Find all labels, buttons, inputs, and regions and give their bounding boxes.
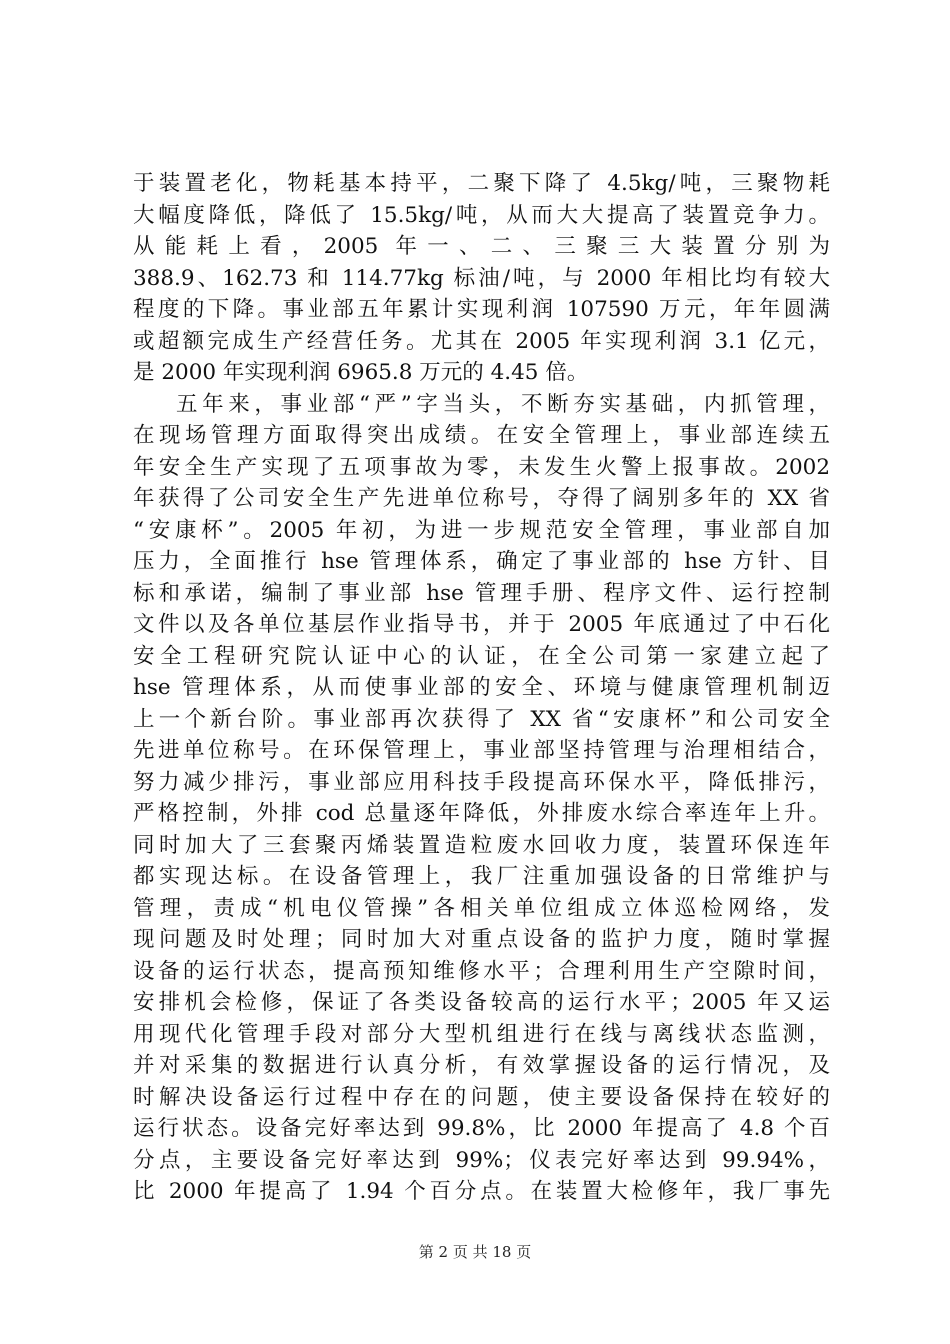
text-line: 时解决设备运行过程中存在的问题，使主要设备保持在较好的 (133, 1084, 830, 1110)
text-line: 年安全生产实现了五项事故为零，未发生火警上报事故。2002 (133, 454, 830, 480)
text-line: 在现场管理方面取得突出成绩。在安全管理上，事业部连续五 (133, 423, 830, 448)
text-line: 严格控制，外排 cod 总量逐年降低，外排废水综合率连年上升。 (133, 801, 830, 826)
text-line: “安康杯”。2005 年初，为进一步规范安全管理，事业部自加 (133, 517, 830, 543)
text-line: 388.9、162.73 和 114.77kg 标油/吨，与 2000 年相比均有较大 (133, 265, 830, 291)
text-line: 压力，全面推行 hse 管理体系，确定了事业部的 hse 方针、目 (133, 549, 830, 574)
page-number-footer: 第 2 页 共 18 页 (418, 1243, 532, 1261)
text-line: 大幅度降低，降低了 15.5kg/吨，从而大大提高了装置竞争力。 (133, 202, 830, 228)
text-line: 用现代化管理手段对部分大型机组进行在线与离线状态监测， (133, 1021, 830, 1047)
text-line: 同时加大了三套聚丙烯装置造粒废水回收力度，装置环保连年 (133, 832, 830, 858)
paragraph-first-line: 五年来，事业部“严”字当头，不断夯实基础，内抓管理， (176, 391, 830, 417)
text-line: 运行状态。设备完好率达到 99.8%，比 2000 年提高了 4.8 个百 (133, 1116, 830, 1141)
text-line: 都实现达标。在设备管理上，我厂注重加强设备的日常维护与 (133, 864, 830, 889)
text-line: 从能耗上看，2005 年一、二、三聚三大装置分别为 (133, 234, 830, 259)
text-line: 管理，责成“机电仪管操”各相关单位组成立体巡检网络，发 (133, 895, 830, 921)
text-line: 文件以及各单位基层作业指导书，并于 2005 年底通过了中石化 (133, 612, 830, 637)
text-line: 或超额完成生产经营任务。尤其在 2005 年实现利润 3.1 亿元， (133, 328, 830, 354)
text-line: 于装置老化，物耗基本持平，二聚下降了 4.5kg/吨，三聚物耗 (133, 171, 830, 196)
text-line: 先进单位称号。在环保管理上，事业部坚持管理与治理相结合， (133, 738, 830, 763)
text-line: 努力减少排污，事业部应用科技手段提高环保水平，降低排污， (133, 769, 830, 795)
text-line: 现问题及时处理；同时加大对重点设备的监护力度，随时掌握 (133, 927, 830, 952)
text-line: 是 2000 年实现利润 6965.8 万元的 4.45 倍。 (133, 360, 589, 385)
text-line: 分点，主要设备完好率达到 99%；仪表完好率达到 99.94%， (133, 1147, 830, 1173)
text-line: 安排机会检修，保证了各类设备较高的运行水平；2005 年又运 (133, 990, 830, 1015)
text-line: 并对采集的数据进行认真分析，有效掌握设备的运行情况，及 (133, 1053, 830, 1078)
body-text (133, 168, 830, 1208)
text-line: 比 2000 年提高了 1.94 个百分点。在装置大检修年，我厂事先 (133, 1179, 830, 1204)
text-line: 程度的下降。事业部五年累计实现利润 107590 万元，年年圆满 (133, 297, 830, 322)
text-line: 标和承诺，编制了事业部 hse 管理手册、程序文件、运行控制 (133, 580, 830, 606)
text-line: 安全工程研究院认证中心的认证，在全公司第一家建立起了 (133, 643, 830, 669)
text-line: 设备的运行状态，提高预知维修水平；合理利用生产空隙时间， (133, 958, 830, 984)
text-line: 年获得了公司安全生产先进单位称号，夺得了阔别多年的 XX 省 (133, 486, 830, 511)
text-line: 上一个新台阶。事业部再次获得了 XX 省“安康杯”和公司安全 (133, 706, 830, 732)
text-line: hse 管理体系，从而使事业部的安全、环境与健康管理机制迈 (133, 675, 830, 700)
